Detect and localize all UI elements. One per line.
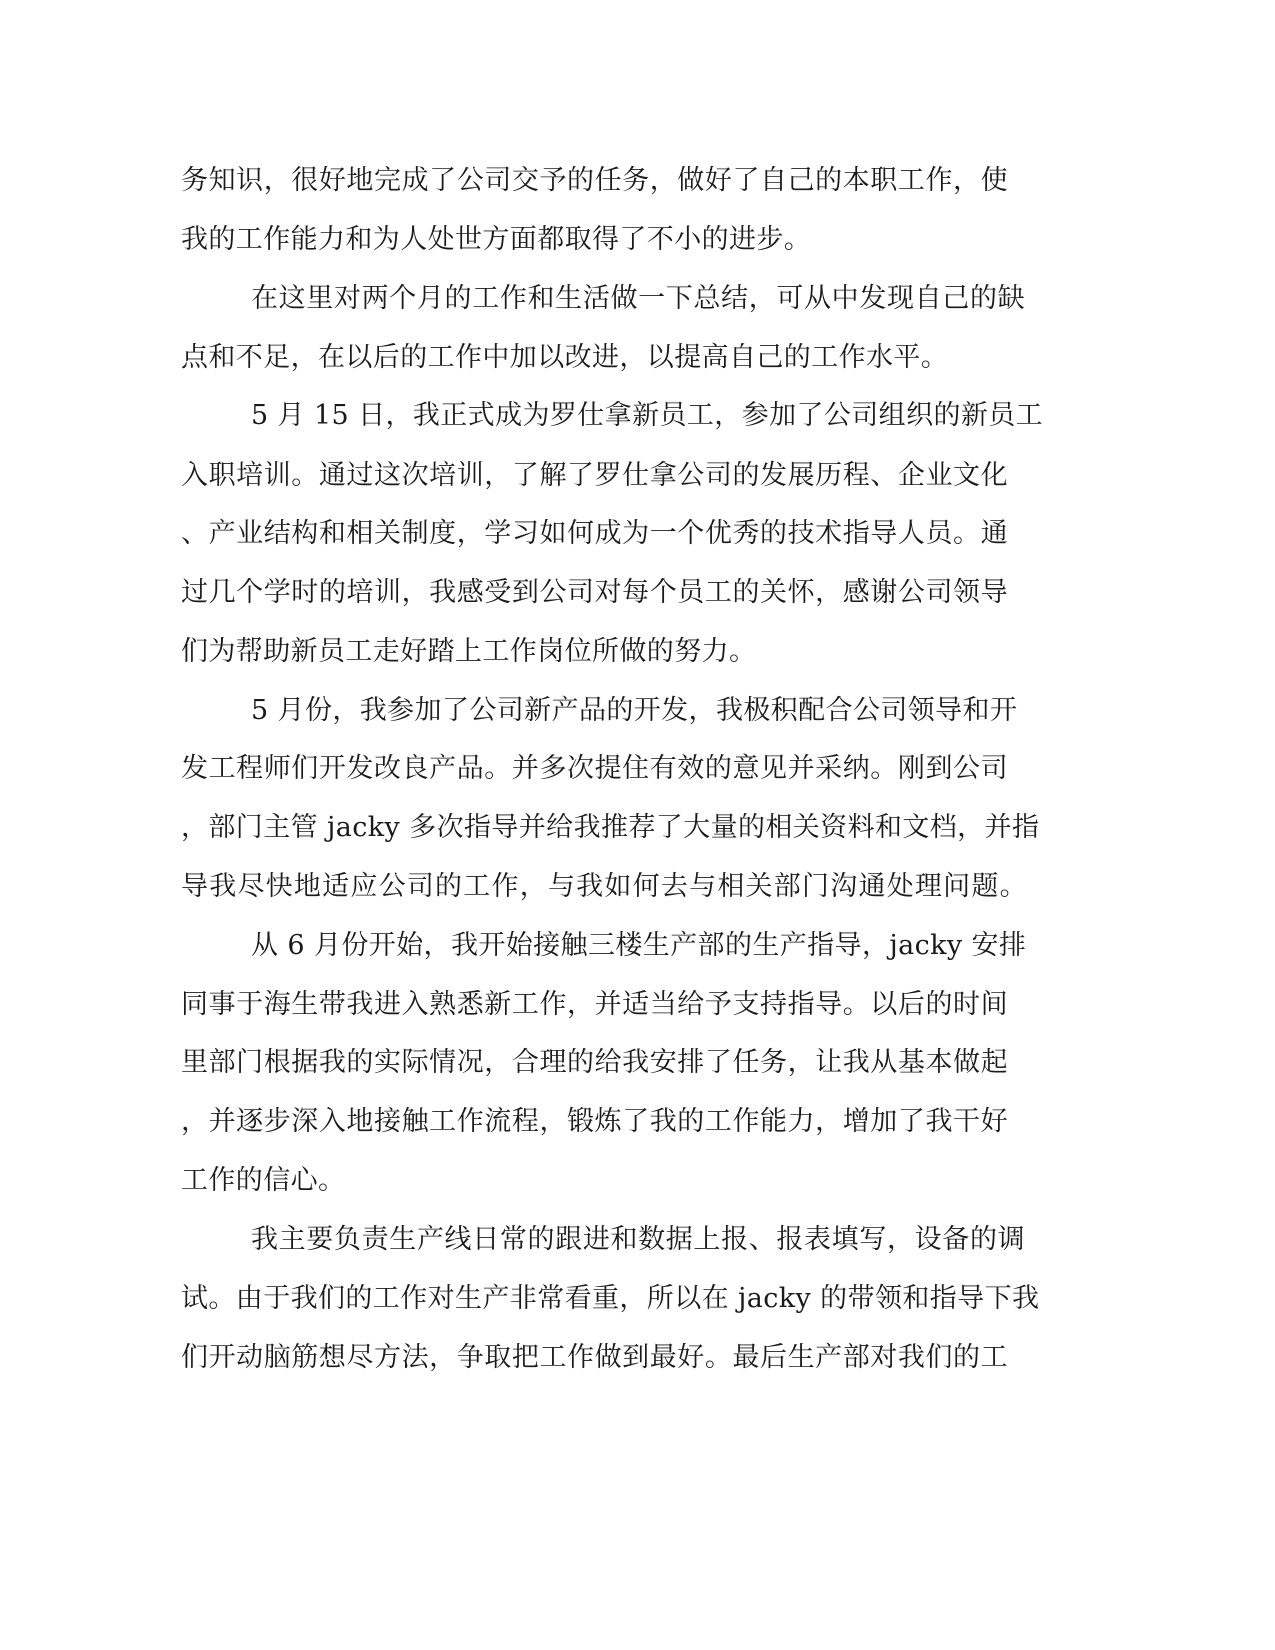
text-line: 导我尽快地适应公司的工作，与我如何去与相关部门沟通处理问题。: [181, 871, 1027, 902]
text-line: 同事于海生带我进入熟悉新工作，并适当给予支持指导。以后的时间: [181, 989, 1008, 1020]
text-line: 入职培训。通过这次培训，了解了罗仕拿公司的发展历程、企业文化: [181, 460, 1008, 491]
text-line: 发工程师们开发改良产品。并多次提住有效的意见并采纳。刚到公司: [181, 753, 1008, 784]
text-line: ，部门主管 jacky 多次指导并给我推荐了大量的相关资料和文档，并指: [181, 812, 1040, 843]
text-line: 们开动脑筋想尽方法，争取把工作做到最好。最后生产部对我们的工: [181, 1342, 1008, 1373]
text-line: 工作的信心。: [181, 1165, 346, 1196]
text-line: 试。由于我们的工作对生产非常看重，所以在 jacky 的带领和指导下我: [181, 1283, 1040, 1314]
text-line: 在这里对两个月的工作和生活做一下总结，可从中发现自己的缺: [251, 283, 1025, 314]
text-line: 点和不足，在以后的工作中加以改进，以提高自己的工作水平。: [181, 342, 949, 373]
text-line: 我主要负责生产线日常的跟进和数据上报、报表填写，设备的调: [251, 1224, 1025, 1255]
text-line: 5 月 15 日，我正式成为罗仕拿新员工，参加了公司组织的新员工: [251, 400, 1044, 431]
text-line: 从 6 月份开始，我开始接触三楼生产部的生产指导，jacky 安排: [251, 930, 1027, 961]
text-line: ，并逐步深入地接触工作流程，锻炼了我的工作能力，增加了我干好: [181, 1106, 1008, 1137]
text-line: 5 月份，我参加了公司新产品的开发，我极积配合公司领导和开: [251, 695, 1018, 726]
text-line: 过几个学时的培训，我感受到公司对每个员工的关怀，感谢公司领导: [181, 577, 1008, 608]
text-line: 我的工作能力和为人处世方面都取得了不小的进步。: [181, 224, 812, 255]
text-line: 务知识，很好地完成了公司交予的任务，做好了自己的本职工作，使: [181, 165, 1008, 196]
text-line: 们为帮助新员工走好踏上工作岗位所做的努力。: [181, 636, 757, 667]
text-line: 、产业结构和相关制度，学习如何成为一个优秀的技术指导人员。通: [181, 518, 1008, 549]
text-line: 里部门根据我的实际情况，合理的给我安排了任务，让我从基本做起: [181, 1047, 1008, 1078]
